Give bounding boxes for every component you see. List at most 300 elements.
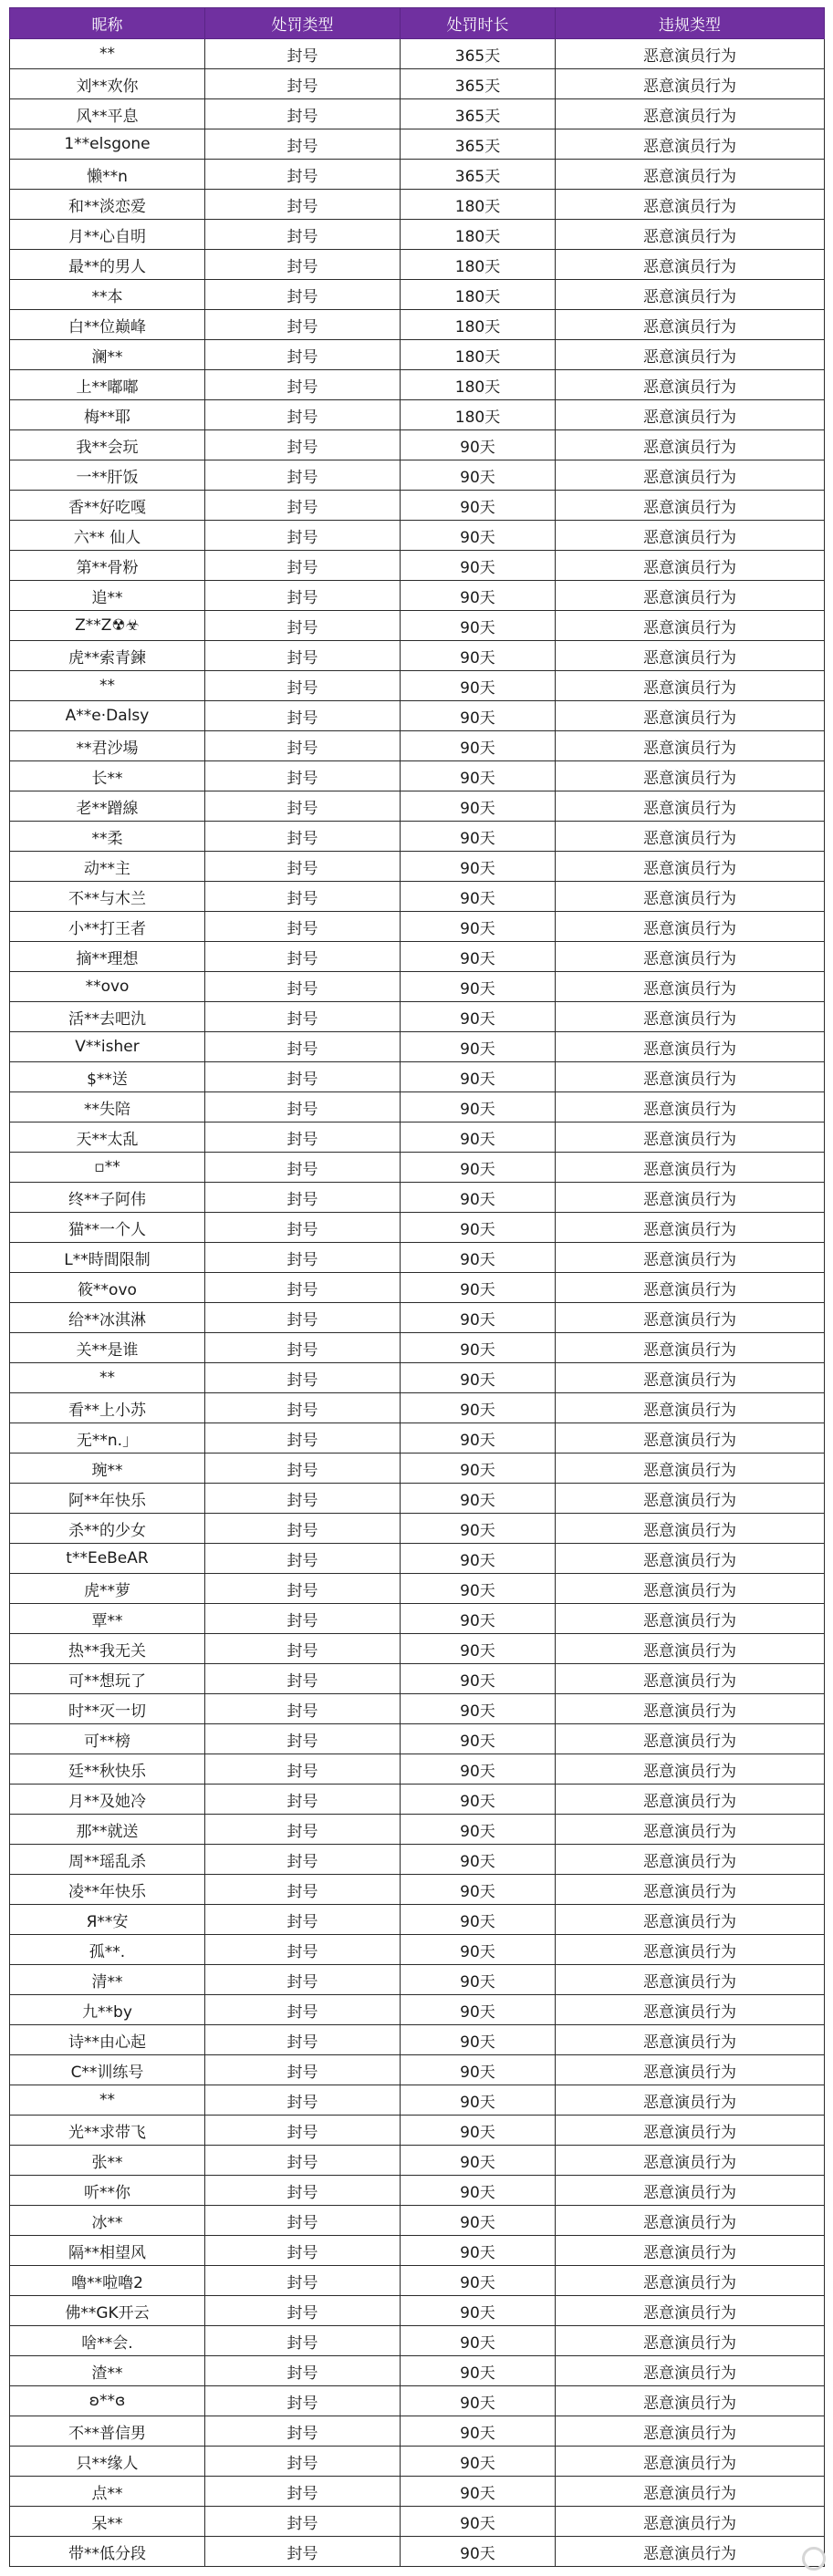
cell-penalty-duration: 90天 <box>401 521 556 551</box>
cell-penalty-duration: 90天 <box>401 2296 556 2326</box>
table-row <box>10 1032 825 1062</box>
table-row <box>10 1273 825 1303</box>
cell-penalty-type: 封号 <box>205 1544 401 1574</box>
cell-penalty-type: 封号 <box>205 1875 401 1905</box>
cell-penalty-duration: 90天 <box>401 430 556 460</box>
table-row <box>10 1875 825 1905</box>
cell-penalty-duration: 90天 <box>401 1724 556 1754</box>
table-row <box>10 731 825 761</box>
cell-penalty-duration: 180天 <box>401 250 556 280</box>
cell-nickname: 时**灭一切 <box>10 1694 205 1724</box>
cell-nickname: 无**n.」 <box>10 1423 205 1454</box>
cell-violation-type: 恶意演员行为 <box>556 460 825 491</box>
cell-penalty-type: 封号 <box>205 1935 401 1965</box>
cell-penalty-type: 封号 <box>205 1333 401 1363</box>
cell-nickname: **失陪 <box>10 1092 205 1122</box>
site-logo-icon <box>802 2547 826 2571</box>
cell-penalty-duration: 90天 <box>401 1393 556 1423</box>
cell-nickname: 不**普信男 <box>10 2416 205 2447</box>
cell-nickname: 虎**索青鍊 <box>10 641 205 671</box>
cell-penalty-type: 封号 <box>205 99 401 129</box>
cell-nickname: ** <box>10 39 205 69</box>
cell-penalty-duration: 90天 <box>401 1785 556 1815</box>
table-row <box>10 551 825 581</box>
cell-nickname: ** <box>10 2085 205 2116</box>
table-row <box>10 912 825 942</box>
cell-penalty-duration: 180天 <box>401 340 556 370</box>
table-row <box>10 2055 825 2085</box>
cell-penalty-type: 封号 <box>205 1694 401 1724</box>
cell-penalty-duration: 90天 <box>401 1845 556 1875</box>
table-row <box>10 2326 825 2356</box>
cell-penalty-type: 封号 <box>205 2326 401 2356</box>
table-header-row <box>10 8 825 39</box>
cell-nickname: 嚕**啦嚕2 <box>10 2266 205 2296</box>
cell-nickname: 活**去吧氿 <box>10 1002 205 1032</box>
cell-nickname: 和**淡恋爱 <box>10 190 205 220</box>
table-row <box>10 2386 825 2416</box>
cell-nickname: 天**太乱 <box>10 1122 205 1153</box>
cell-penalty-type: 封号 <box>205 2296 401 2326</box>
table-row <box>10 1634 825 1664</box>
cell-nickname: 不**与木兰 <box>10 882 205 912</box>
cell-violation-type: 恶意演员行为 <box>556 611 825 641</box>
cell-penalty-duration: 90天 <box>401 1664 556 1694</box>
cell-penalty-duration: 180天 <box>401 400 556 430</box>
table-row <box>10 972 825 1002</box>
cell-nickname: 筱**ovo <box>10 1273 205 1303</box>
cell-penalty-duration: 90天 <box>401 1875 556 1905</box>
cell-penalty-type: 封号 <box>205 310 401 340</box>
cell-violation-type: 恶意演员行为 <box>556 1122 825 1153</box>
cell-nickname: 终**子阿伟 <box>10 1183 205 1213</box>
cell-nickname: 带**低分段 <box>10 2537 205 2567</box>
table-row <box>10 1995 825 2025</box>
table-row <box>10 129 825 160</box>
table-row <box>10 1845 825 1875</box>
table-row <box>10 2507 825 2537</box>
watermark <box>802 2545 826 2572</box>
cell-penalty-type: 封号 <box>205 1815 401 1845</box>
table-row <box>10 1243 825 1273</box>
penalty-table <box>9 7 825 2567</box>
cell-violation-type: 恶意演员行为 <box>556 2447 825 2477</box>
cell-nickname: 虎**萝 <box>10 1574 205 1604</box>
cell-violation-type: 恶意演员行为 <box>556 1303 825 1333</box>
cell-violation-type: 恶意演员行为 <box>556 400 825 430</box>
cell-nickname: 看**上小苏 <box>10 1393 205 1423</box>
cell-violation-type: 恶意演员行为 <box>556 2416 825 2447</box>
cell-nickname: 香**好吃嘎 <box>10 491 205 521</box>
table-row <box>10 460 825 491</box>
cell-violation-type: 恶意演员行为 <box>556 99 825 129</box>
cell-penalty-type: 封号 <box>205 400 401 430</box>
cell-violation-type: 恶意演员行为 <box>556 220 825 250</box>
cell-penalty-type: 封号 <box>205 1905 401 1935</box>
table-row <box>10 761 825 791</box>
cell-violation-type: 恶意演员行为 <box>556 2537 825 2567</box>
table-row <box>10 2447 825 2477</box>
cell-penalty-duration: 90天 <box>401 2386 556 2416</box>
table-row <box>10 1965 825 1995</box>
cell-nickname: A**e·Dalsy <box>10 701 205 731</box>
cell-violation-type: 恶意演员行为 <box>556 882 825 912</box>
cell-penalty-duration: 90天 <box>401 912 556 942</box>
cell-penalty-type: 封号 <box>205 1273 401 1303</box>
table-row <box>10 2477 825 2507</box>
table-row <box>10 430 825 460</box>
cell-nickname: 周**瑶乱杀 <box>10 1845 205 1875</box>
cell-penalty-type: 封号 <box>205 2356 401 2386</box>
cell-nickname: 那**就送 <box>10 1815 205 1845</box>
cell-violation-type: 恶意演员行为 <box>556 1724 825 1754</box>
cell-penalty-type: 封号 <box>205 280 401 310</box>
cell-penalty-duration: 90天 <box>401 1815 556 1845</box>
cell-penalty-type: 封号 <box>205 1183 401 1213</box>
cell-penalty-type: 封号 <box>205 1153 401 1183</box>
cell-penalty-type: 封号 <box>205 1845 401 1875</box>
cell-nickname: 上**嘟嘟 <box>10 370 205 400</box>
cell-nickname: 点** <box>10 2477 205 2507</box>
cell-penalty-duration: 90天 <box>401 1454 556 1484</box>
cell-penalty-duration: 90天 <box>401 1544 556 1574</box>
cell-violation-type: 恶意演员行为 <box>556 1032 825 1062</box>
cell-penalty-type: 封号 <box>205 69 401 99</box>
cell-violation-type: 恶意演员行为 <box>556 1002 825 1032</box>
cell-violation-type: 恶意演员行为 <box>556 310 825 340</box>
cell-penalty-duration: 180天 <box>401 220 556 250</box>
table-row <box>10 340 825 370</box>
header-penalty-duration: 处罚时长 <box>401 8 556 39</box>
cell-penalty-type: 封号 <box>205 39 401 69</box>
cell-violation-type: 恶意演员行为 <box>556 2326 825 2356</box>
cell-nickname: ʚ**ɞ <box>10 2386 205 2416</box>
cell-nickname: Я**安 <box>10 1905 205 1935</box>
cell-violation-type: 恶意演员行为 <box>556 160 825 190</box>
cell-penalty-type: 封号 <box>205 2146 401 2176</box>
table-row <box>10 1544 825 1574</box>
cell-nickname: 我**会玩 <box>10 430 205 460</box>
cell-penalty-duration: 90天 <box>401 2326 556 2356</box>
cell-penalty-duration: 90天 <box>401 1213 556 1243</box>
cell-penalty-type: 封号 <box>205 2236 401 2266</box>
cell-penalty-duration: 90天 <box>401 1574 556 1604</box>
cell-penalty-type: 封号 <box>205 1785 401 1815</box>
cell-violation-type: 恶意演员行为 <box>556 1484 825 1514</box>
cell-violation-type: 恶意演员行为 <box>556 942 825 972</box>
cell-penalty-type: 封号 <box>205 521 401 551</box>
cell-violation-type: 恶意演员行为 <box>556 671 825 701</box>
table-row <box>10 1153 825 1183</box>
cell-penalty-type: 封号 <box>205 1393 401 1423</box>
cell-nickname: 摘**理想 <box>10 942 205 972</box>
cell-nickname: 梅**耶 <box>10 400 205 430</box>
header-violation-type: 违规类型 <box>556 8 825 39</box>
cell-penalty-type: 封号 <box>205 250 401 280</box>
cell-violation-type: 恶意演员行为 <box>556 250 825 280</box>
table-row <box>10 2085 825 2116</box>
table-row <box>10 2206 825 2236</box>
cell-violation-type: 恶意演员行为 <box>556 1423 825 1454</box>
cell-penalty-type: 封号 <box>205 701 401 731</box>
cell-penalty-duration: 90天 <box>401 1935 556 1965</box>
cell-penalty-type: 封号 <box>205 460 401 491</box>
cell-violation-type: 恶意演员行为 <box>556 1393 825 1423</box>
cell-violation-type: 恶意演员行为 <box>556 1785 825 1815</box>
cell-penalty-type: 封号 <box>205 2025 401 2055</box>
cell-penalty-duration: 90天 <box>401 1002 556 1032</box>
table-row <box>10 1303 825 1333</box>
table-row <box>10 1454 825 1484</box>
table-row <box>10 2236 825 2266</box>
cell-penalty-duration: 365天 <box>401 160 556 190</box>
cell-penalty-duration: 90天 <box>401 671 556 701</box>
cell-penalty-duration: 90天 <box>401 2356 556 2386</box>
cell-penalty-duration: 90天 <box>401 822 556 852</box>
cell-nickname: L**時間限制 <box>10 1243 205 1273</box>
cell-violation-type: 恶意演员行为 <box>556 1092 825 1122</box>
cell-violation-type: 恶意演员行为 <box>556 1544 825 1574</box>
cell-penalty-duration: 90天 <box>401 1303 556 1333</box>
cell-penalty-type: 封号 <box>205 1724 401 1754</box>
cell-penalty-duration: 90天 <box>401 701 556 731</box>
cell-nickname: 渣** <box>10 2356 205 2386</box>
table-body <box>10 39 825 2567</box>
cell-violation-type: 恶意演员行为 <box>556 1634 825 1664</box>
cell-nickname: 白**位巅峰 <box>10 310 205 340</box>
cell-nickname: 追** <box>10 581 205 611</box>
cell-nickname: 月**心自明 <box>10 220 205 250</box>
cell-penalty-duration: 90天 <box>401 2055 556 2085</box>
cell-penalty-duration: 90天 <box>401 2416 556 2447</box>
cell-violation-type: 恶意演员行为 <box>556 2266 825 2296</box>
cell-nickname: 小**打王者 <box>10 912 205 942</box>
table-row <box>10 852 825 882</box>
cell-nickname: **ovo <box>10 972 205 1002</box>
cell-violation-type: 恶意演员行为 <box>556 370 825 400</box>
cell-nickname: 清** <box>10 1965 205 1995</box>
table-row <box>10 1604 825 1634</box>
cell-nickname: 光**求带飞 <box>10 2116 205 2146</box>
cell-penalty-duration: 90天 <box>401 460 556 491</box>
table-row <box>10 220 825 250</box>
cell-penalty-duration: 90天 <box>401 1363 556 1393</box>
cell-violation-type: 恶意演员行为 <box>556 491 825 521</box>
cell-penalty-duration: 365天 <box>401 129 556 160</box>
table-row <box>10 1122 825 1153</box>
table-row <box>10 1062 825 1092</box>
cell-penalty-type: 封号 <box>205 912 401 942</box>
table-row <box>10 1935 825 1965</box>
cell-violation-type: 恶意演员行为 <box>556 430 825 460</box>
cell-penalty-duration: 90天 <box>401 1153 556 1183</box>
cell-nickname: 覃** <box>10 1604 205 1634</box>
cell-penalty-duration: 90天 <box>401 1273 556 1303</box>
cell-nickname: **君沙場 <box>10 731 205 761</box>
table-row <box>10 641 825 671</box>
cell-penalty-duration: 90天 <box>401 2176 556 2206</box>
cell-violation-type: 恶意演员行为 <box>556 701 825 731</box>
cell-penalty-duration: 365天 <box>401 99 556 129</box>
cell-penalty-type: 封号 <box>205 2416 401 2447</box>
table-row <box>10 791 825 822</box>
cell-penalty-duration: 90天 <box>401 1122 556 1153</box>
cell-violation-type: 恶意演员行为 <box>556 1574 825 1604</box>
cell-nickname: 1**elsgone <box>10 129 205 160</box>
cell-nickname: C**训练号 <box>10 2055 205 2085</box>
header-penalty-type: 处罚类型 <box>205 8 401 39</box>
cell-violation-type: 恶意演员行为 <box>556 1845 825 1875</box>
cell-penalty-type: 封号 <box>205 1423 401 1454</box>
cell-penalty-duration: 90天 <box>401 2447 556 2477</box>
cell-penalty-type: 封号 <box>205 1243 401 1273</box>
cell-nickname: **柔 <box>10 822 205 852</box>
cell-penalty-type: 封号 <box>205 942 401 972</box>
cell-nickname: $**送 <box>10 1062 205 1092</box>
cell-penalty-type: 封号 <box>205 1995 401 2025</box>
table-row <box>10 1363 825 1393</box>
table-row <box>10 1423 825 1454</box>
cell-violation-type: 恶意演员行为 <box>556 1514 825 1544</box>
cell-penalty-type: 封号 <box>205 1303 401 1333</box>
cell-nickname: ** <box>10 1363 205 1393</box>
cell-violation-type: 恶意演员行为 <box>556 1363 825 1393</box>
cell-nickname: 佛**GK开云 <box>10 2296 205 2326</box>
header-nickname: 昵称 <box>10 8 205 39</box>
cell-violation-type: 恶意演员行为 <box>556 2176 825 2206</box>
cell-violation-type: 恶意演员行为 <box>556 852 825 882</box>
cell-nickname: 呆** <box>10 2507 205 2537</box>
table-row <box>10 99 825 129</box>
cell-penalty-duration: 90天 <box>401 641 556 671</box>
cell-penalty-type: 封号 <box>205 611 401 641</box>
cell-violation-type: 恶意演员行为 <box>556 761 825 791</box>
cell-violation-type: 恶意演员行为 <box>556 521 825 551</box>
cell-penalty-duration: 90天 <box>401 1032 556 1062</box>
cell-nickname: 可**榜 <box>10 1724 205 1754</box>
table-row <box>10 400 825 430</box>
cell-penalty-type: 封号 <box>205 731 401 761</box>
cell-nickname: 阿**年快乐 <box>10 1484 205 1514</box>
cell-penalty-duration: 90天 <box>401 1694 556 1724</box>
cell-nickname: 凌**年快乐 <box>10 1875 205 1905</box>
cell-penalty-type: 封号 <box>205 1965 401 1995</box>
table-row <box>10 822 825 852</box>
cell-penalty-duration: 90天 <box>401 1754 556 1785</box>
cell-nickname: 风**平息 <box>10 99 205 129</box>
cell-penalty-type: 封号 <box>205 2507 401 2537</box>
table-row <box>10 882 825 912</box>
cell-penalty-type: 封号 <box>205 2537 401 2567</box>
cell-penalty-type: 封号 <box>205 2206 401 2236</box>
cell-nickname: t**EeBeAR <box>10 1544 205 1574</box>
cell-penalty-type: 封号 <box>205 2266 401 2296</box>
cell-penalty-duration: 90天 <box>401 491 556 521</box>
cell-penalty-duration: 90天 <box>401 551 556 581</box>
cell-violation-type: 恶意演员行为 <box>556 972 825 1002</box>
table-row <box>10 581 825 611</box>
cell-nickname: 最**的男人 <box>10 250 205 280</box>
cell-nickname: 九**by <box>10 1995 205 2025</box>
cell-violation-type: 恶意演员行为 <box>556 1815 825 1845</box>
cell-violation-type: 恶意演员行为 <box>556 2507 825 2537</box>
cell-penalty-type: 封号 <box>205 1092 401 1122</box>
cell-nickname: 廷**秋快乐 <box>10 1754 205 1785</box>
cell-violation-type: 恶意演员行为 <box>556 1243 825 1273</box>
cell-violation-type: 恶意演员行为 <box>556 2085 825 2116</box>
table-row <box>10 1724 825 1754</box>
cell-penalty-duration: 90天 <box>401 1604 556 1634</box>
cell-violation-type: 恶意演员行为 <box>556 2356 825 2386</box>
cell-penalty-duration: 90天 <box>401 1965 556 1995</box>
cell-violation-type: 恶意演员行为 <box>556 1664 825 1694</box>
cell-penalty-duration: 90天 <box>401 581 556 611</box>
cell-violation-type: 恶意演员行为 <box>556 2296 825 2326</box>
cell-penalty-type: 封号 <box>205 2447 401 2477</box>
cell-penalty-duration: 90天 <box>401 972 556 1002</box>
cell-penalty-duration: 90天 <box>401 1092 556 1122</box>
cell-violation-type: 恶意演员行为 <box>556 1995 825 2025</box>
table-row <box>10 2266 825 2296</box>
table-row <box>10 1785 825 1815</box>
cell-penalty-type: 封号 <box>205 1754 401 1785</box>
cell-nickname: 动**主 <box>10 852 205 882</box>
cell-penalty-type: 封号 <box>205 641 401 671</box>
cell-violation-type: 恶意演员行为 <box>556 1062 825 1092</box>
cell-penalty-type: 封号 <box>205 129 401 160</box>
cell-penalty-duration: 90天 <box>401 2146 556 2176</box>
table-row <box>10 1514 825 1544</box>
cell-nickname: 热**我无关 <box>10 1634 205 1664</box>
cell-penalty-type: 封号 <box>205 2055 401 2085</box>
cell-violation-type: 恶意演员行为 <box>556 581 825 611</box>
cell-nickname: 可**想玩了 <box>10 1664 205 1694</box>
table-row <box>10 1815 825 1845</box>
cell-penalty-type: 封号 <box>205 2176 401 2206</box>
cell-penalty-type: 封号 <box>205 2386 401 2416</box>
cell-penalty-duration: 90天 <box>401 2507 556 2537</box>
cell-penalty-type: 封号 <box>205 1122 401 1153</box>
cell-nickname: 六** 仙人 <box>10 521 205 551</box>
table-row <box>10 2176 825 2206</box>
table-row <box>10 1664 825 1694</box>
cell-penalty-duration: 90天 <box>401 2236 556 2266</box>
penalty-table-container <box>9 7 824 2567</box>
table-row <box>10 1213 825 1243</box>
table-row <box>10 1694 825 1724</box>
cell-nickname: 刘**欢你 <box>10 69 205 99</box>
cell-violation-type: 恶意演员行为 <box>556 731 825 761</box>
cell-nickname: 月**及她冷 <box>10 1785 205 1815</box>
cell-penalty-duration: 90天 <box>401 2477 556 2507</box>
cell-nickname: 第**骨粉 <box>10 551 205 581</box>
table-row <box>10 2416 825 2447</box>
table-row <box>10 701 825 731</box>
table-row <box>10 250 825 280</box>
cell-violation-type: 恶意演员行为 <box>556 340 825 370</box>
cell-penalty-type: 封号 <box>205 220 401 250</box>
table-row <box>10 1092 825 1122</box>
table-row <box>10 2025 825 2055</box>
cell-penalty-duration: 90天 <box>401 2085 556 2116</box>
cell-penalty-type: 封号 <box>205 1664 401 1694</box>
cell-violation-type: 恶意演员行为 <box>556 1905 825 1935</box>
cell-nickname: 琬** <box>10 1454 205 1484</box>
table-row <box>10 1574 825 1604</box>
cell-penalty-type: 封号 <box>205 761 401 791</box>
cell-violation-type: 恶意演员行为 <box>556 1273 825 1303</box>
table-row <box>10 370 825 400</box>
